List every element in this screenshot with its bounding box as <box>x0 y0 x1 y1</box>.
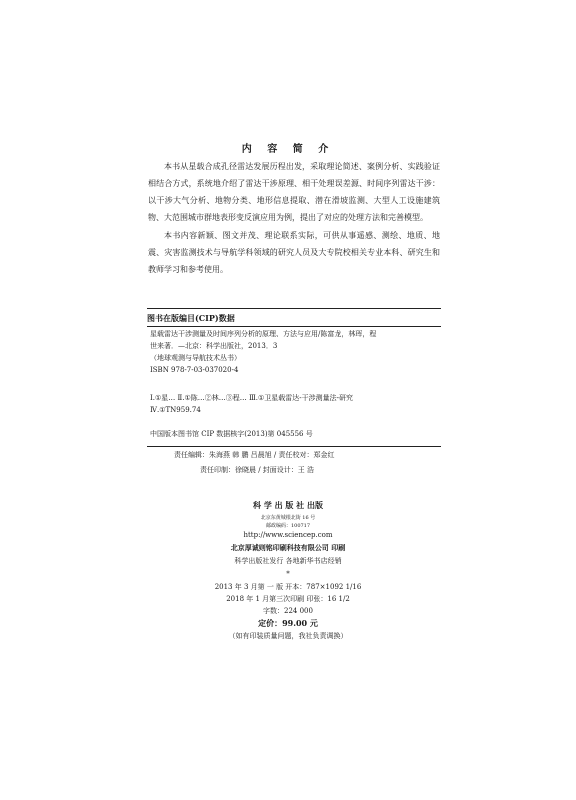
intro-paragraph: 本书内容新颖、图文并茂、理论联系实际，可供从事遥感、测绘、地质、地震、灾害监测技术与导航学科领域的研究人员及大专院校相关专业本科、研究生和教师学习和参考使用。 <box>148 231 440 274</box>
production-credits: 责任印制：徐晓晨 / 封面设计：王 浩 <box>200 466 315 474</box>
price: 定价：99.00 元 <box>258 618 318 628</box>
cip-line: ISBN 978-7-03-037020-4 <box>150 366 239 374</box>
printer: 北京厚诚则铭印刷科技有限公司 印刷 <box>230 543 346 552</box>
editor-credits: 责任编辑：朱海燕 韩 鹏 吕晨旭 / 责任校对：郑金红 <box>174 451 335 459</box>
divider <box>147 326 441 327</box>
cip-line: Ⅰ.①星… Ⅱ.①陈…②林…③程… Ⅲ.①卫星载雷达-干涉测量法-研究 <box>150 394 353 402</box>
divider <box>147 446 441 447</box>
edition-line: 2013 年 3 月第 一 版 开本：787×1092 1/16 <box>214 583 362 591</box>
cip-line: Ⅳ.①TN959.74 <box>150 406 201 414</box>
cip-line: 中国版本图书馆 CIP 数据核字(2013)第 045556 号 <box>150 430 313 438</box>
cip-heading: 图书在版编目(CIP)数据 <box>147 313 235 323</box>
intro-paragraph: 本书从星载合成孔径雷达发展历程出发，采取理论简述、案例分析、实践验证相结合方式，系统地介绍了雷达干涉原理、相干处理误差源、时间序列雷达干涉：以干涉大气分析、地物分类、地形信息提取、潜在滑坡监测、大型人工设施建筑物、大范围城市群地表形变反演应用为例，提出了对应的处理方法和完善模型。 <box>148 162 440 222</box>
publisher-name: 科 学 出 版 社 出版 <box>253 500 323 510</box>
cip-line: 世来著．—北京：科学出版社，2013．3 <box>150 342 278 350</box>
printing-line: 2018 年 1 月第三次印刷 印张：16 1/2 <box>226 595 350 603</box>
publisher-postcode: 邮政编码：100717 <box>265 523 311 529</box>
cip-line: 星载雷达干涉测量及时间序列分析的原理、方法与应用/陈富龙，林珲，程 <box>150 330 377 338</box>
separator: * <box>286 570 290 578</box>
publisher-website: http://www.sciencep.com <box>243 531 333 539</box>
cip-line: （地球观测与导航技术丛书） <box>150 354 241 362</box>
intro-heading: 内 容 简 介 <box>241 144 335 155</box>
divider <box>147 308 441 309</box>
quality-notice: （如有印装质量问题，我社负责调换） <box>228 632 348 640</box>
word-count: 字数：224 000 <box>263 607 313 615</box>
distributor: 科学出版社发行 各地新华书店经销 <box>234 557 342 565</box>
publisher-address: 北京东黄城根北街 16 号 <box>260 515 316 521</box>
